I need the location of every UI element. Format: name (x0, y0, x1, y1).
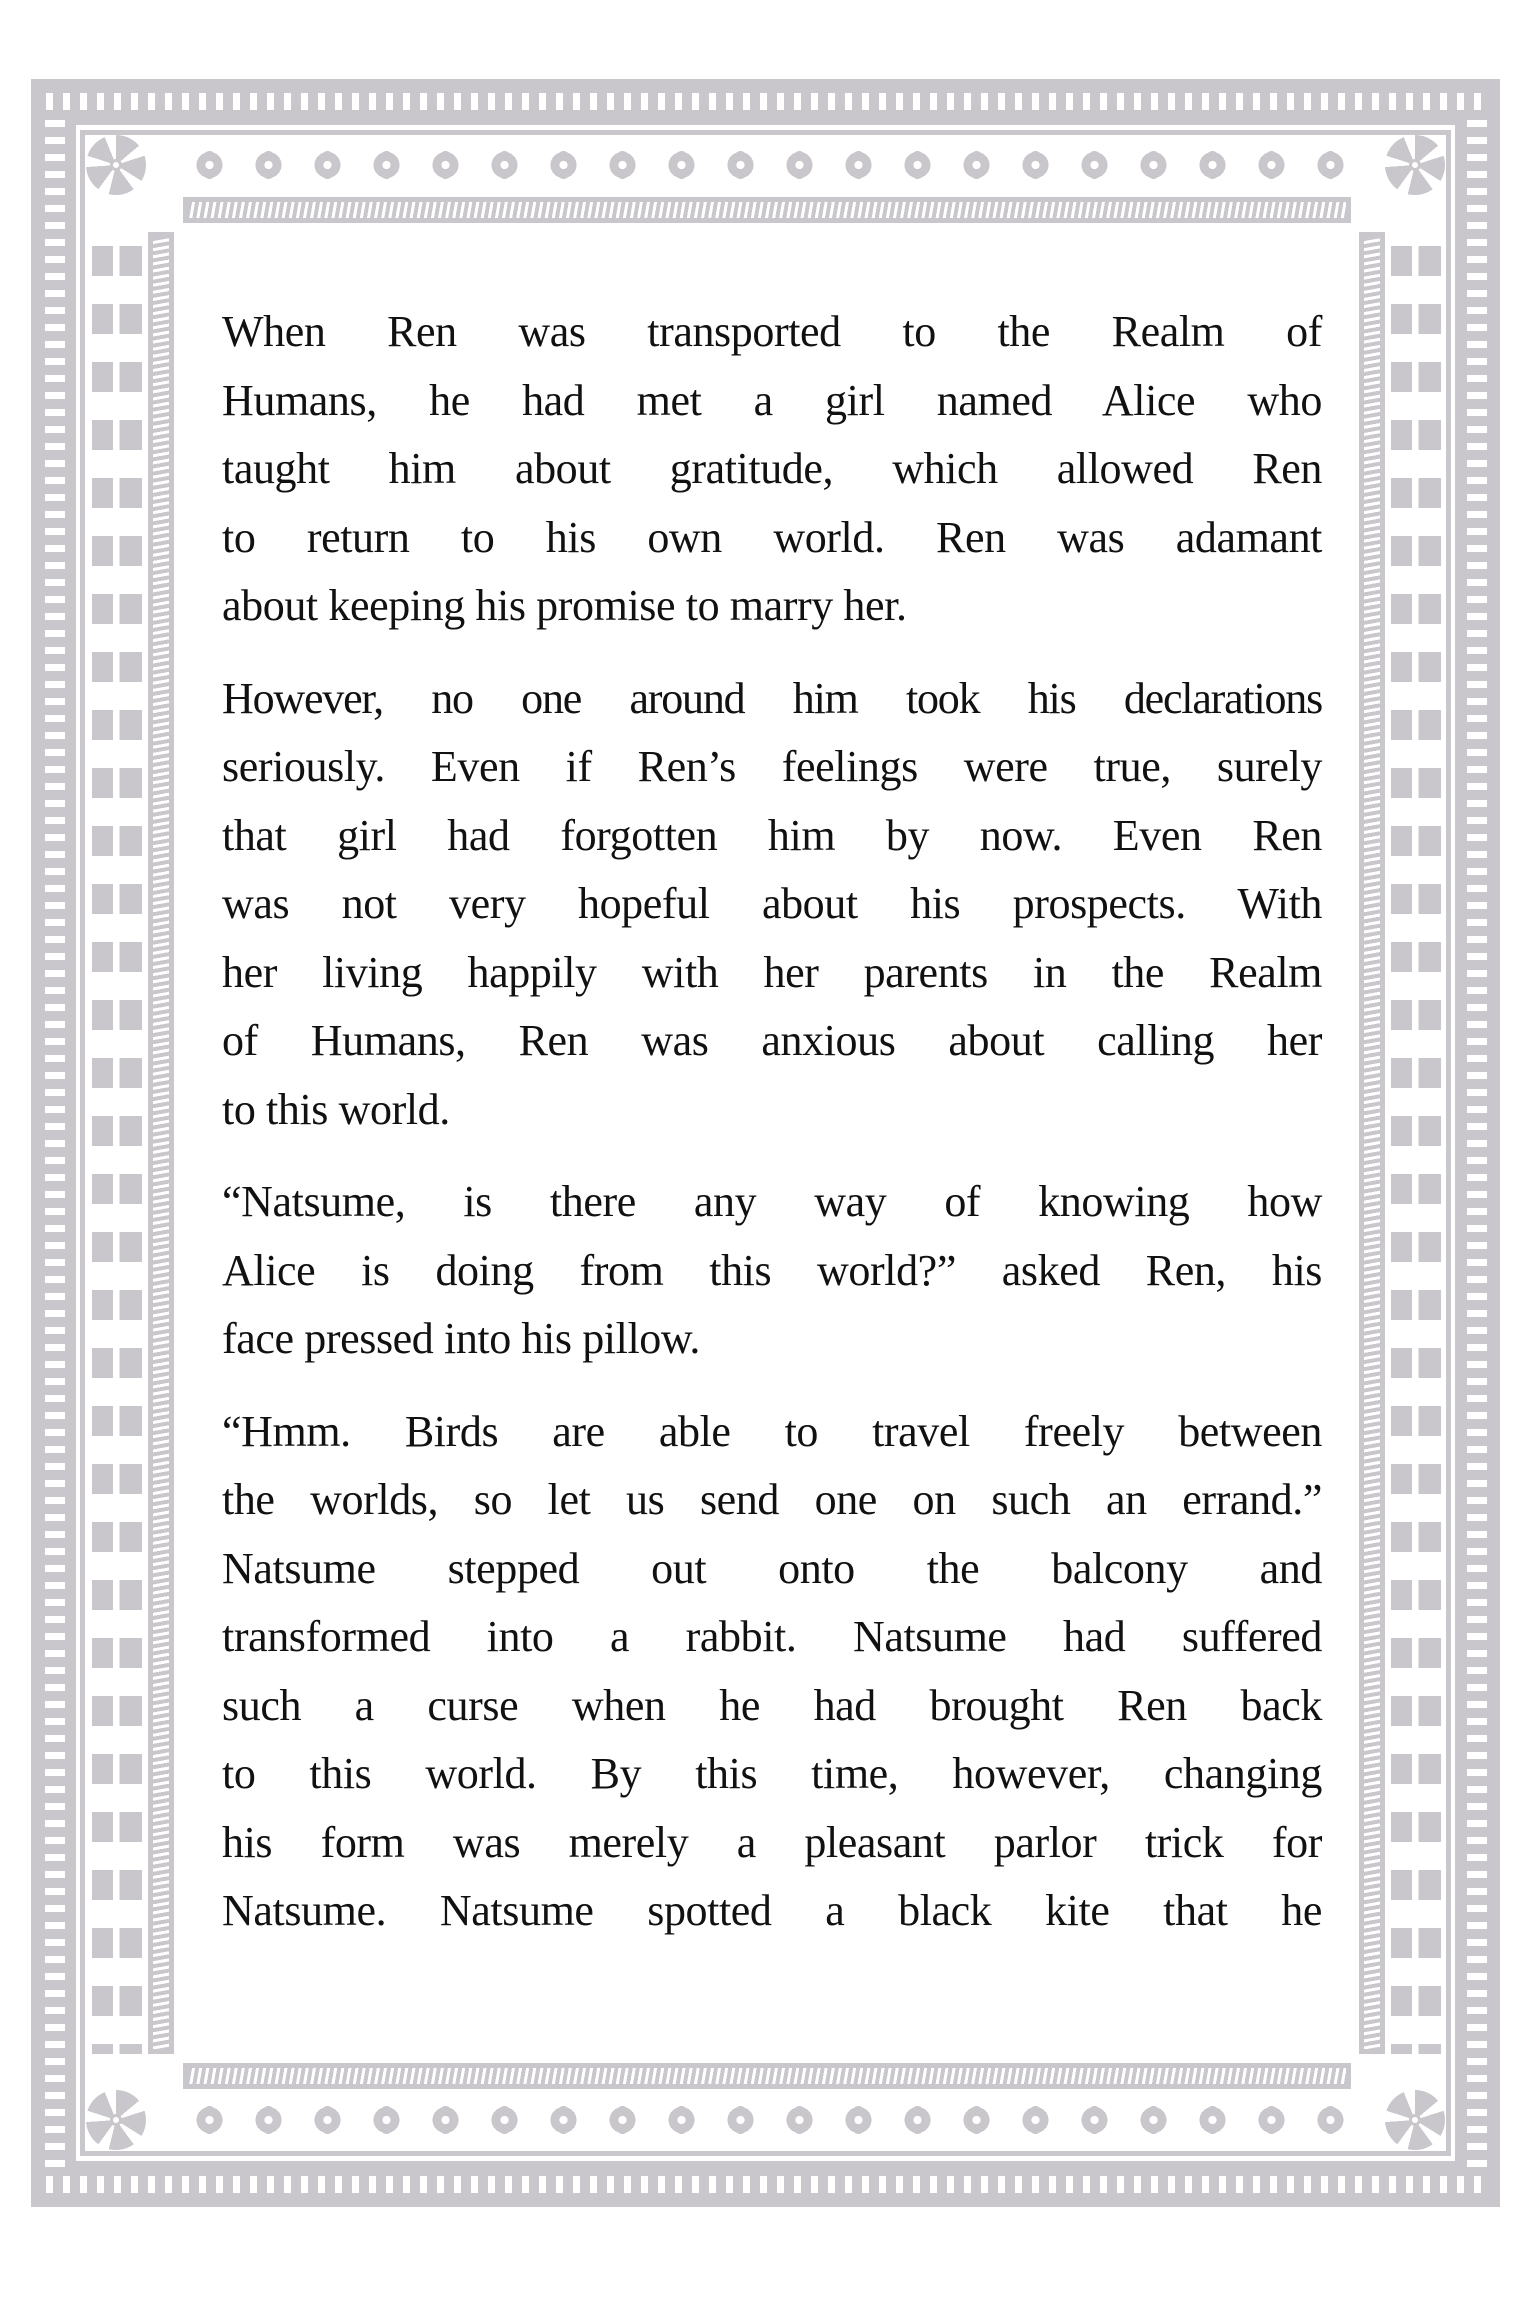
inner-rule-top (80, 130, 1451, 135)
inner-rule-right (1446, 130, 1451, 2156)
text-line: to return to his own world. Ren was adamant (222, 512, 1322, 562)
text-line: the worlds, so let us send one on such an errand.” (222, 1475, 1322, 1524)
text-line: to this world. (222, 1084, 450, 1134)
rope-band-bottom (183, 2063, 1351, 2089)
flower-row-top (180, 143, 1355, 187)
text-line: However, no one around him took his declarations (222, 673, 1322, 723)
rosette-icon (1385, 2090, 1445, 2150)
text-line: his form was merely a pleasant parlor trick for (222, 1817, 1322, 1867)
rope-band-left (148, 232, 174, 2054)
border-stripes-top (46, 93, 1485, 110)
text-line: her living happily with her parents in the Realm (222, 947, 1322, 997)
text-line: “Natsume, is there any way of knowing how (222, 1177, 1322, 1226)
text-line: of Humans, Ren was anxious about calling her (222, 1016, 1322, 1065)
paragraph-2 (222, 665, 1322, 1145)
arrow-feather-column-left (92, 232, 142, 2054)
text-line: face pressed into his pillow. (222, 1314, 700, 1363)
rosette-icon (86, 2090, 146, 2150)
rope-band-right (1359, 232, 1385, 2054)
text-line: When Ren was transported to the Realm of (222, 307, 1322, 356)
text-line: that girl had forgotten him by now. Even Ren (222, 810, 1322, 860)
text-line: Natsume. Natsume spotted a black kite that he (222, 1886, 1322, 1935)
text-line: to this world. By this time, however, changing (222, 1749, 1322, 1798)
page-body-text (222, 298, 1322, 1970)
paragraph-1 (222, 298, 1322, 641)
rope-band-top (183, 197, 1351, 223)
arrow-feather-column-right (1391, 232, 1441, 2054)
inner-rule-left (80, 130, 85, 2156)
text-line: about keeping his promise to marry her. (222, 581, 907, 630)
text-line: seriously. Even if Ren’s feelings were true, surely (222, 742, 1322, 791)
text-line: Natsume stepped out onto the balcony and (222, 1543, 1322, 1593)
paragraph-3 (222, 1168, 1322, 1374)
text-line: Humans, he had met a girl named Alice who (222, 375, 1322, 425)
border-stripes-right (1467, 120, 1487, 2170)
text-line: was not very hopeful about his prospects. With (222, 879, 1322, 928)
flower-row-bottom (180, 2098, 1355, 2142)
border-stripes-left (45, 120, 65, 2170)
rosette-icon (86, 135, 146, 195)
border-stripes-bottom (46, 2176, 1485, 2193)
text-line: transformed into a rabbit. Natsume had suffered (222, 1612, 1322, 1661)
inner-rule-bottom (80, 2151, 1451, 2156)
paragraph-4 (222, 1398, 1322, 1946)
text-line: such a curse when he had brought Ren back (222, 1680, 1322, 1730)
rosette-icon (1385, 135, 1445, 195)
text-line: taught him about gratitude, which allowed Ren (222, 444, 1322, 493)
text-line: Alice is doing from this world?” asked Ren, his (222, 1245, 1322, 1295)
text-line: “Hmm. Birds are able to travel freely between (222, 1406, 1322, 1456)
